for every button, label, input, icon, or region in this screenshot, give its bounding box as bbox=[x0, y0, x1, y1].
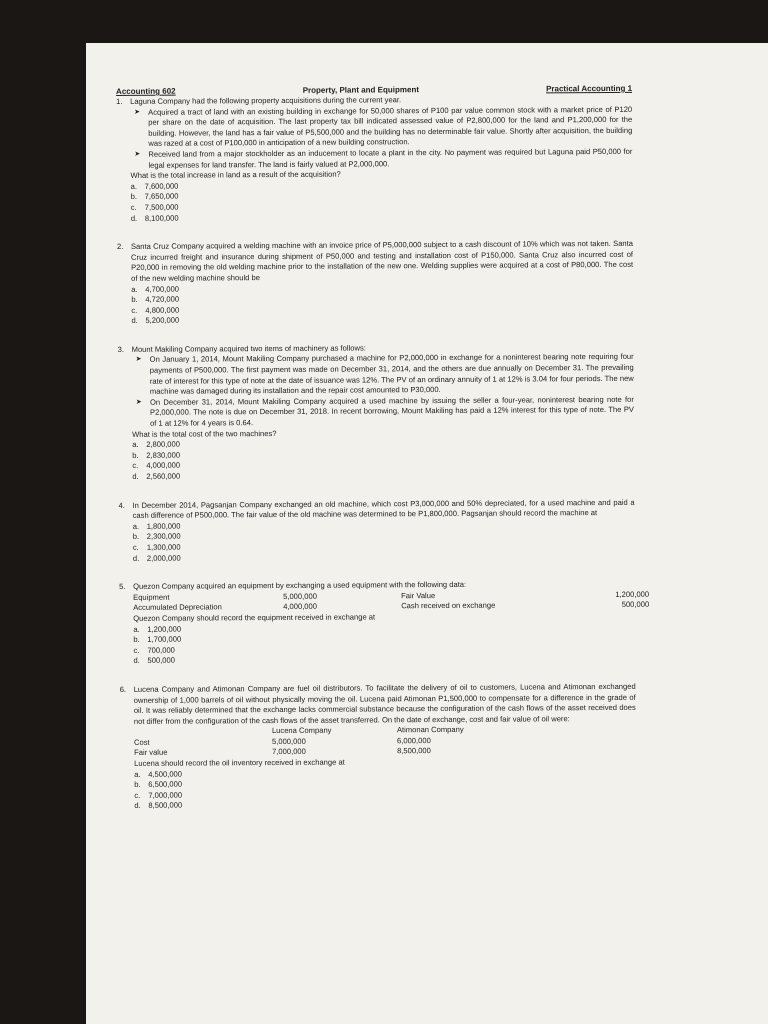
question-prompt-block bbox=[120, 756, 636, 812]
question-prompt-block bbox=[119, 611, 635, 667]
answer-option: d. 2,560,000 bbox=[132, 471, 181, 481]
document-page bbox=[86, 43, 768, 1024]
bullet-item bbox=[118, 352, 634, 398]
question-6 bbox=[120, 682, 636, 728]
question-number: 2. bbox=[116, 242, 124, 252]
answer-option: c. 4,800,000 bbox=[131, 305, 180, 315]
question-prompt-block bbox=[117, 168, 633, 224]
answer-option: c. 7,500,000 bbox=[130, 202, 179, 212]
question-prompt: What is the total increase in land as a result of the acquisition? bbox=[130, 169, 341, 181]
bullet-item bbox=[116, 147, 632, 171]
bullet-item bbox=[118, 395, 634, 430]
topic-title: Property, Plant and Equipment bbox=[302, 85, 420, 95]
question-number: 1. bbox=[116, 96, 123, 106]
answer-option: b. 4,720,000 bbox=[131, 294, 180, 305]
answer-option: b. 6,500,000 bbox=[134, 779, 183, 790]
course-code: Accounting 602 bbox=[116, 86, 176, 96]
question-intro: Santa Cruz Company acquired a welding machine with an invoice price of P5,000,000 subject to a cash discount of 10% which was not taken. Santa Cruz incurred freight and insurance during shipment of P50,000 and testing and installation cost of P150,000. Santa Cruz also incurred cost of P20,000 in removing the old welding machine prior to the installation of the new one. Welding supplies were acquired at a cost of P80,000. The cost of the new welding machine should be bbox=[130, 238, 634, 283]
question-intro: Mount Makiling Company acquired two items of machinery as follows: bbox=[131, 343, 366, 354]
question-prompt: Lucena should record the oil inventory received in exchange at bbox=[134, 757, 345, 768]
question-number: 6. bbox=[119, 684, 127, 694]
answer-option: d. 500,000 bbox=[133, 655, 175, 666]
answer-option: b. 2,830,000 bbox=[132, 450, 181, 460]
answer-option: b. 7,650,000 bbox=[130, 191, 179, 202]
answer-option: c. 7,000,000 bbox=[134, 790, 183, 800]
arrow-bullet-icon: ➤ bbox=[135, 398, 142, 406]
answer-option: a. 1,800,000 bbox=[132, 521, 181, 531]
answer-option: d. 8,500,000 bbox=[134, 801, 183, 811]
question-intro: In December 2014, Pagsanjan Company exchanged an old machine, which cost P3,000,000 and 50% depreciated, for a used machine and paid a cash difference of P500,000. The fair value of the old machine was determined to be P1,800,000. Pagsanjan should record the machine at bbox=[132, 497, 635, 521]
question-2 bbox=[117, 239, 633, 285]
bullet-text: On December 31, 2014, Mount Makiling Company acquired a used machine by issuing the seller a four-year, noninterest bearing note for P2,000,000. The note is due on December 31, 2018. In recent borrowing, Mount Makiling has paid a 12% interest for this type of note. The PV of 1 at 12% for 4 years is 0.64. bbox=[149, 394, 635, 428]
answer-option: a. 4,700,000 bbox=[131, 284, 180, 294]
question-intro: Laguna Company had the following property acquisitions during the current year. bbox=[130, 95, 402, 106]
answer-option: d. 8,100,000 bbox=[130, 213, 179, 223]
answer-option: b. 1,700,000 bbox=[133, 634, 182, 645]
question-prompt: What is the total cost of the two machines? bbox=[132, 428, 277, 439]
question-intro: Quezon Company acquired an equipment by exchanging a used equipment with the following data: bbox=[133, 580, 467, 592]
answer-option: b. 2,300,000 bbox=[132, 531, 181, 542]
arrow-bullet-icon: ➤ bbox=[134, 150, 141, 158]
bullet-text: Received land from a major stockholder as an inducement to locate a plant in the city. No payment was required but Laguna paid P50,000 for legal expenses for land transfer. The land is fairly valued at P2,000,000. bbox=[148, 146, 633, 170]
answer-option: d. 2,000,000 bbox=[132, 553, 181, 563]
question-prompt-block bbox=[118, 426, 634, 482]
answer-option: a. 4,500,000 bbox=[134, 769, 183, 779]
exchange-data-table: Equipment 5,000,000 Fair Value 1,200,000 Accumulated Depreciation 4,000,000 Cash received on exchange 500,000 bbox=[133, 589, 650, 613]
question-number: 5. bbox=[119, 582, 126, 592]
answer-option: a. 7,600,000 bbox=[130, 181, 179, 191]
answer-option: a. 2,800,000 bbox=[132, 439, 181, 450]
document-content bbox=[116, 83, 650, 812]
question-prompt: Quezon Company should record the equipment received in exchange at bbox=[133, 612, 376, 623]
answer-options bbox=[117, 281, 633, 327]
bullet-text: On January 1, 2014, Mount Makiling Company purchased a machine for P2,000,000 in exchange for a noninterest bearing note requiring four payments of P500,000. The first payment was made on December 31, 2014, and the others are due annually on December 31. The prevailing rate of interest for this type of note at the date of issuance was 12%. The PV of an ordinary annuity of 1 at 12% is 3.04 for four periods. The new machine was damaged during its installation and the repair cost amounted to P30,000. bbox=[149, 352, 634, 397]
answer-option: c. 700,000 bbox=[133, 645, 175, 655]
answer-option: c. 4,000,000 bbox=[132, 461, 181, 471]
answer-option: a. 1,200,000 bbox=[133, 624, 182, 634]
answer-options bbox=[119, 519, 635, 565]
bullet-text: Acquired a tract of land with an existing building in exchange for 50,000 shares of P100 par value common stock with a market price of P120 per share on the date of acquisition. The last property tax bill indicated assessed value of P2,800,000 for the land and P1,200,000 for the building. However, the land has a fair value of P5,500,000 and the building has no determinable fair value. Shortly after acquisition, the building was razed at a cost of P100,000 in anticipation of a new building construction. bbox=[148, 104, 633, 149]
arrow-bullet-icon: ➤ bbox=[134, 108, 141, 116]
arrow-bullet-icon: ➤ bbox=[135, 356, 142, 364]
subject-title: Practical Accounting 1 bbox=[546, 83, 633, 94]
question-intro: Lucena Company and Atimonan Company are fuel oil distributors. To facilitate the delivery of oil to customers, Lucena and Atimonan exchanged ownership of 1,000 barrels of oil without physically moving the oil. Lucena paid Atimonan P1,500,000 to compensate for a difference in the grade of oil. It was reliably determined that the exchange lacks commercial substance because the configuration of the cash flows of the asset received does not differ from the configuration of the cash flows of the asset transferred. On the date of exchange, cost and fair value of oil were: bbox=[133, 681, 636, 726]
oil-exchange-table: Lucena Company Atimonan Company Cost 5,000,000 6,000,000 Fair value 7,000,000 8,500,000 bbox=[133, 725, 464, 758]
question-4 bbox=[119, 497, 635, 521]
answer-option: c. 1,300,000 bbox=[132, 542, 181, 552]
question-number: 3. bbox=[117, 344, 124, 354]
answer-option: d. 5,200,000 bbox=[131, 315, 180, 326]
question-number: 4. bbox=[118, 500, 125, 510]
bullet-item bbox=[116, 104, 632, 150]
